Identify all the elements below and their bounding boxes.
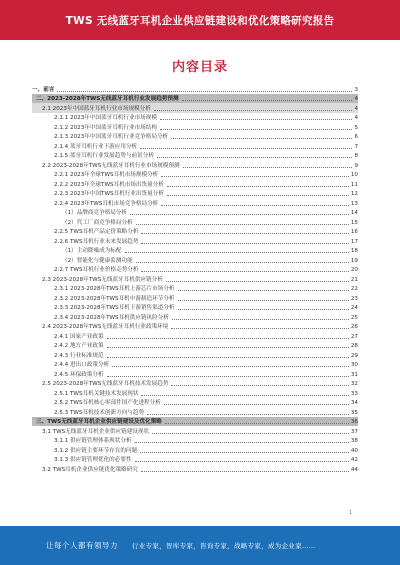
- toc-entry[interactable]: [32, 170, 358, 180]
- toc-entry-page: 31: [350, 371, 358, 378]
- toc-leader-dots: [107, 338, 349, 339]
- toc-entry-page: 8: [354, 153, 358, 159]
- toc-entry-label: 2.4.5 环保政策分析: [54, 371, 104, 378]
- toc-entry-label: 2.2.7 TWS耳机行业价格走势分析: [54, 267, 139, 273]
- toc-entry-label: 三、TWS无线蓝牙耳机企业供应链建设及优化策略: [36, 419, 162, 425]
- toc-entry-label: 二、2023-2028年TWS无线蓝牙耳机行业发展趋势预测: [36, 96, 179, 102]
- toc-leader-dots: [166, 281, 349, 282]
- toc-entry[interactable]: [32, 217, 358, 227]
- toc-entry-page: 40: [350, 447, 358, 454]
- toc-entry[interactable]: [32, 464, 358, 474]
- toc-leader-dots: [125, 252, 349, 253]
- toc-entry[interactable]: [32, 160, 358, 170]
- toc-entry-label: （2）代工厂商竞争格局分析: [62, 219, 133, 226]
- toc-leader-dots: [107, 357, 349, 358]
- toc-entry[interactable]: [32, 122, 358, 132]
- toc-entry-label: 2.5 2023-2028年TWS无线蓝牙耳机技术发展趋势: [42, 381, 169, 387]
- toc-entry-label: 2.2.5 TWS耳机产品定价策略分析: [54, 229, 139, 235]
- toc-entry-page: 36: [350, 419, 358, 425]
- toc-entry-label: 2.3.4 2023-2028年TWS耳机供应链风险分析: [54, 314, 169, 321]
- toc-leader-dots: [136, 262, 349, 263]
- toc-entry-label: 3.1.2 供应链主要环节存在的问题: [54, 447, 138, 454]
- toc-entry-label: 2.2.3 2023年中国TWS耳机行业出货量分析: [54, 191, 164, 197]
- toc-leader-dots: [130, 214, 349, 215]
- toc-entry-label: （1）品牌商竞争格局分析: [62, 210, 128, 216]
- toc-entry-page: 27: [350, 333, 358, 340]
- toc-leader-dots: [57, 91, 352, 92]
- toc-entry[interactable]: [32, 151, 358, 161]
- page-number: 1: [348, 510, 352, 516]
- toc-entry[interactable]: [32, 198, 358, 208]
- toc-entry-page: 14: [350, 210, 358, 216]
- toc-entry-label: 2.2.2 2023年全球TWS耳机市场出货量分析: [54, 181, 164, 188]
- toc-entry-label: 2.1.5 蓝牙耳机行业发展趋势与前景分析: [54, 153, 154, 159]
- toc-leader-dots: [160, 129, 352, 130]
- toc-entry[interactable]: [32, 350, 358, 360]
- toc-entry[interactable]: [32, 322, 358, 332]
- toc-entry-page: 42: [350, 457, 358, 463]
- toc-leader-dots: [161, 176, 349, 177]
- toc-leader-dots: [172, 319, 349, 320]
- toc-entry-label: 2.1.1 2023年中国蓝牙耳机行业市场规模: [54, 115, 157, 121]
- toc-entry-label: 2.1 2023年中国蓝牙耳机行业市场规模分析: [42, 105, 151, 112]
- toc-leader-dots: [183, 167, 353, 168]
- toc-entry[interactable]: [32, 132, 358, 142]
- table-of-contents: [32, 84, 358, 474]
- toc-entry-page: 24: [350, 305, 358, 311]
- toc-entry-page: 22: [350, 286, 358, 292]
- toc-leader-dots: [171, 385, 348, 386]
- toc-leader-dots: [141, 471, 349, 472]
- toc-leader-dots: [141, 395, 348, 396]
- toc-entry-page: 10: [350, 172, 358, 178]
- toc-leader-dots: [140, 148, 352, 149]
- toc-entry-page: 5: [354, 124, 358, 131]
- toc-entry[interactable]: [32, 417, 358, 427]
- toc-entry[interactable]: [32, 103, 358, 113]
- toc-entry[interactable]: [32, 179, 358, 189]
- toc-entry-label: 2.5.1 TWS耳机关键技术发展现状: [54, 390, 139, 397]
- toc-entry[interactable]: [32, 426, 358, 436]
- toc-entry-label: 2.4 2023-2028年TWS无线蓝牙耳机行业政策环境: [42, 324, 169, 330]
- toc-entry-page: 4: [354, 115, 358, 121]
- toc-entry-page: 17: [350, 238, 358, 245]
- toc-entry[interactable]: [32, 274, 358, 284]
- toc-entry-label: 2.3.1 2023-2028年TWS耳机上游芯片市场分析: [54, 286, 175, 292]
- toc-leader-dots: [171, 138, 352, 139]
- toc-leader-dots: [147, 414, 349, 415]
- toc-entry-label: 2.4.3 行业标准规范: [54, 352, 104, 359]
- toc-entry-page: 28: [350, 343, 358, 349]
- toc-entry[interactable]: [32, 436, 358, 446]
- toc-entry-page: 7: [354, 143, 358, 150]
- toc-leader-dots: [154, 110, 353, 111]
- toc-entry-page: 29: [350, 352, 358, 359]
- toc-entry-label: 2.1.2 2023年中国蓝牙耳机行业市场结构: [54, 124, 157, 131]
- toc-entry-page: 4: [354, 96, 358, 102]
- toc-leader-dots: [171, 328, 348, 329]
- toc-entry-page: 18: [350, 248, 358, 254]
- toc-entry-page: 11: [350, 181, 358, 188]
- toc-entry-page: 23: [350, 295, 358, 302]
- toc-entry-page: 20: [350, 267, 358, 273]
- toc-leader-dots: [161, 205, 349, 206]
- toc-entry-page: 9: [354, 162, 358, 169]
- toc-entry[interactable]: [32, 303, 358, 313]
- toc-leader-dots: [141, 243, 348, 244]
- toc-entry[interactable]: [32, 246, 358, 256]
- toc-entry-label: 3.1.3 供应链管理优化的必要性: [54, 457, 132, 463]
- toc-entry[interactable]: [32, 227, 358, 237]
- toc-entry-label: 2.2 2023-2028年TWS无线蓝牙耳机行业市场规模预测: [42, 162, 180, 169]
- toc-leader-dots: [140, 452, 349, 453]
- toc-heading: 内容目录: [171, 60, 228, 75]
- footer-slogan: 行业专家，智库专家，咨询专家，战略专家，成为企业家……: [132, 542, 316, 550]
- toc-leader-dots: [178, 309, 349, 310]
- toc-entry[interactable]: [32, 388, 358, 398]
- toc-leader-dots: [157, 157, 353, 158]
- toc-entry-label: 2.2.4 2023年TWS耳机市场竞争格局分析: [54, 200, 159, 207]
- toc-entry-page: 21: [350, 276, 358, 283]
- toc-entry-page: 19: [350, 257, 358, 264]
- toc-entry[interactable]: [32, 236, 358, 246]
- toc-entry[interactable]: [32, 94, 358, 104]
- toc-entry[interactable]: [32, 284, 358, 294]
- toc-entry[interactable]: [32, 379, 358, 389]
- report-header: [0, 0, 400, 40]
- toc-entry[interactable]: [32, 369, 358, 379]
- toc-entry[interactable]: [32, 293, 358, 303]
- toc-entry-page: 15: [350, 219, 358, 226]
- toc-entry-page: 35: [350, 409, 358, 416]
- toc-entry[interactable]: [32, 398, 358, 408]
- toc-entry-label: 2.4.1 国家产业政策: [54, 333, 104, 340]
- toc-entry[interactable]: [32, 265, 358, 275]
- toc-entry-label: 2.4.2 地方产业政策: [54, 343, 104, 349]
- toc-leader-dots: [135, 442, 349, 443]
- toc-leader-dots: [141, 233, 348, 234]
- toc-leader-dots: [107, 376, 349, 377]
- toc-entry-label: 2.1.3 2023年中国蓝牙耳机行业竞争格局分析: [54, 134, 169, 140]
- toc-entry[interactable]: [32, 455, 358, 465]
- toc-entry-label: 一、前言: [32, 86, 55, 93]
- toc-entry-label: 2.3.3 2023-2028年TWS耳机下游销售渠道分析: [54, 305, 175, 311]
- toc-leader-dots: [107, 347, 349, 348]
- toc-leader-dots: [136, 224, 349, 225]
- toc-entry-label: 2.2.1 2023年全球TWS耳机市场规模分析: [54, 172, 159, 178]
- toc-leader-dots: [178, 300, 349, 301]
- toc-entry-label: 2.3.2 2023-2028年TWS耳机中游制造环节分析: [54, 295, 175, 302]
- toc-entry[interactable]: [32, 141, 358, 151]
- toc-leader-dots: [141, 271, 348, 272]
- toc-leader-dots: [164, 404, 349, 405]
- toc-entry-page: 34: [350, 400, 358, 406]
- toc-entry-page: 32: [350, 381, 358, 387]
- toc-entry[interactable]: [32, 445, 358, 455]
- toc-entry-page: 4: [354, 105, 358, 112]
- toc-entry-page: 13: [350, 200, 358, 207]
- toc-entry[interactable]: [32, 360, 358, 370]
- toc-entry[interactable]: [32, 208, 358, 218]
- toc-entry-page: 44: [350, 466, 358, 473]
- toc-entry-label: 2.1.4 蓝牙耳机行业下游应用分析: [54, 143, 138, 150]
- toc-leader-dots: [167, 195, 349, 196]
- toc-entry[interactable]: [32, 84, 358, 94]
- toc-entry-label: 3.1 TWS无线蓝牙耳机企业供应链建设现状: [42, 428, 150, 435]
- toc-entry[interactable]: [32, 113, 358, 123]
- toc-entry-page: 3: [354, 86, 358, 93]
- toc-leader-dots: [135, 461, 349, 462]
- toc-entry-label: 3.2 TWS耳机企业供应链优化策略研究: [42, 466, 138, 473]
- toc-entry-page: 30: [350, 362, 358, 368]
- footer-brand: 让每个人都有领导力: [46, 541, 118, 550]
- toc-entry[interactable]: [32, 341, 358, 351]
- toc-leader-dots: [178, 290, 349, 291]
- toc-entry-label: （2）智能化与健康监测功能: [62, 257, 133, 264]
- toc-entry-page: 16: [350, 229, 358, 235]
- report-title: TWS 无线蓝牙耳机企业供应链建设和优化策略研究报告: [65, 14, 335, 27]
- toc-entry-page: 37: [350, 428, 358, 435]
- toc-entry[interactable]: [32, 189, 358, 199]
- toc-entry-page: 26: [350, 324, 358, 330]
- toc-entry[interactable]: [32, 255, 358, 265]
- toc-leader-dots: [182, 100, 353, 101]
- report-footer: [0, 526, 400, 565]
- toc-entry-label: 2.4.4 进出口政策分析: [54, 362, 110, 368]
- toc-entry-label: （1）主动降噪成为标配: [62, 248, 122, 254]
- toc-leader-dots: [152, 433, 349, 434]
- toc-entry-label: 2.5.2 TWS耳机核心零部件国产化进程分析: [54, 400, 161, 406]
- toc-entry[interactable]: [32, 312, 358, 322]
- toc-leader-dots: [112, 366, 349, 367]
- toc-entry-label: 2.3 2023-2028年TWS无线蓝牙耳机供应链分析: [42, 276, 163, 283]
- toc-leader-dots: [160, 119, 352, 120]
- toc-entry-page: 6: [354, 134, 358, 140]
- toc-leader-dots: [165, 423, 349, 424]
- toc-leader-dots: [167, 186, 349, 187]
- toc-entry-page: 25: [350, 314, 358, 321]
- toc-entry-label: 2.5.3 TWS耳机技术创新方向与趋势: [54, 409, 145, 416]
- toc-entry[interactable]: [32, 407, 358, 417]
- toc-entry-label: 3.1.1 供应链管理体系现状分析: [54, 438, 132, 444]
- toc-entry-label: 2.2.6 TWS耳机行业未来发展趋势: [54, 238, 139, 245]
- toc-entry[interactable]: [32, 331, 358, 341]
- toc-entry-page: 33: [350, 390, 358, 397]
- toc-entry-page: 38: [350, 438, 358, 444]
- toc-entry-page: 12: [350, 191, 358, 197]
